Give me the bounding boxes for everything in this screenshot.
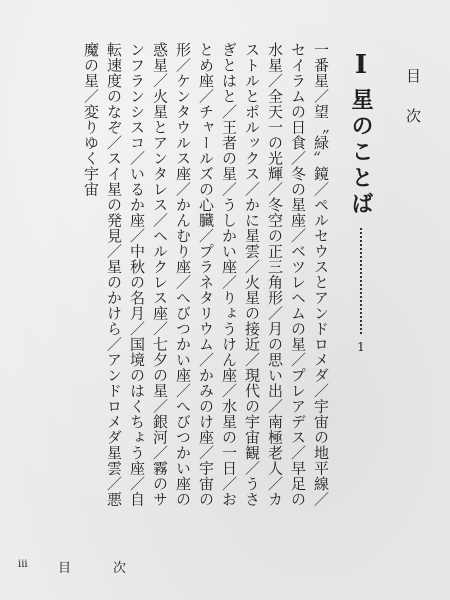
toc-entry-line: とめ座／チャールズの心臓／プラネタリウム／かみのけ座／宇宙の xyxy=(197,42,215,507)
section-number: I xyxy=(346,50,376,80)
toc-entry-line: 形／ケンタウルス座／かんむり座／へびつかい座／へびつかい座の xyxy=(174,42,192,507)
section-page-number: 1 xyxy=(354,340,368,354)
section-title: 星のことば xyxy=(348,88,374,218)
footer-page-number: iii xyxy=(18,559,28,570)
toc-entry-list xyxy=(79,42,332,570)
toc-entry-line: ストルとポルックス／かに星雲／火星の接近／現代の宇宙観／うさ xyxy=(243,42,261,507)
leader-dots xyxy=(360,228,362,334)
toc-entry-line: 惑星／火星とアンタレス／ヘルクレス座／七夕の星／銀河／霧のサ xyxy=(151,42,169,507)
footer-running-title: 目次 xyxy=(58,561,169,576)
toc-entry-line: ンフランシスコ／いるか座／中秋の名月／国境のはくちょう座／自 xyxy=(128,42,146,507)
toc-entry-line: 魔の星／変りゆく宇宙 xyxy=(82,42,100,197)
toc-entry-line: 水星／全天一の光輝／冬空の正三角形／月の思い出／南極老人／カ xyxy=(266,42,284,507)
toc-entry-line: ぎとはと／王者の星／うしかい座／りょうけん座／水星の一日／お xyxy=(220,42,238,507)
toc-entry-line: 一番星／望〝緑〟鏡／ペルセウスとアンドロメダ／宇宙の地平線／ xyxy=(312,42,330,507)
toc-entry-line: セイラムの日食／冬の星座／ベツレヘムの星／プレアデス／早足の xyxy=(289,42,307,507)
page-title: 目次 xyxy=(404,68,422,148)
toc-entry-line: 転速度のなぞ／スイ星の発見／星のかけら／アンドロメダ星雲／悪 xyxy=(105,42,123,507)
